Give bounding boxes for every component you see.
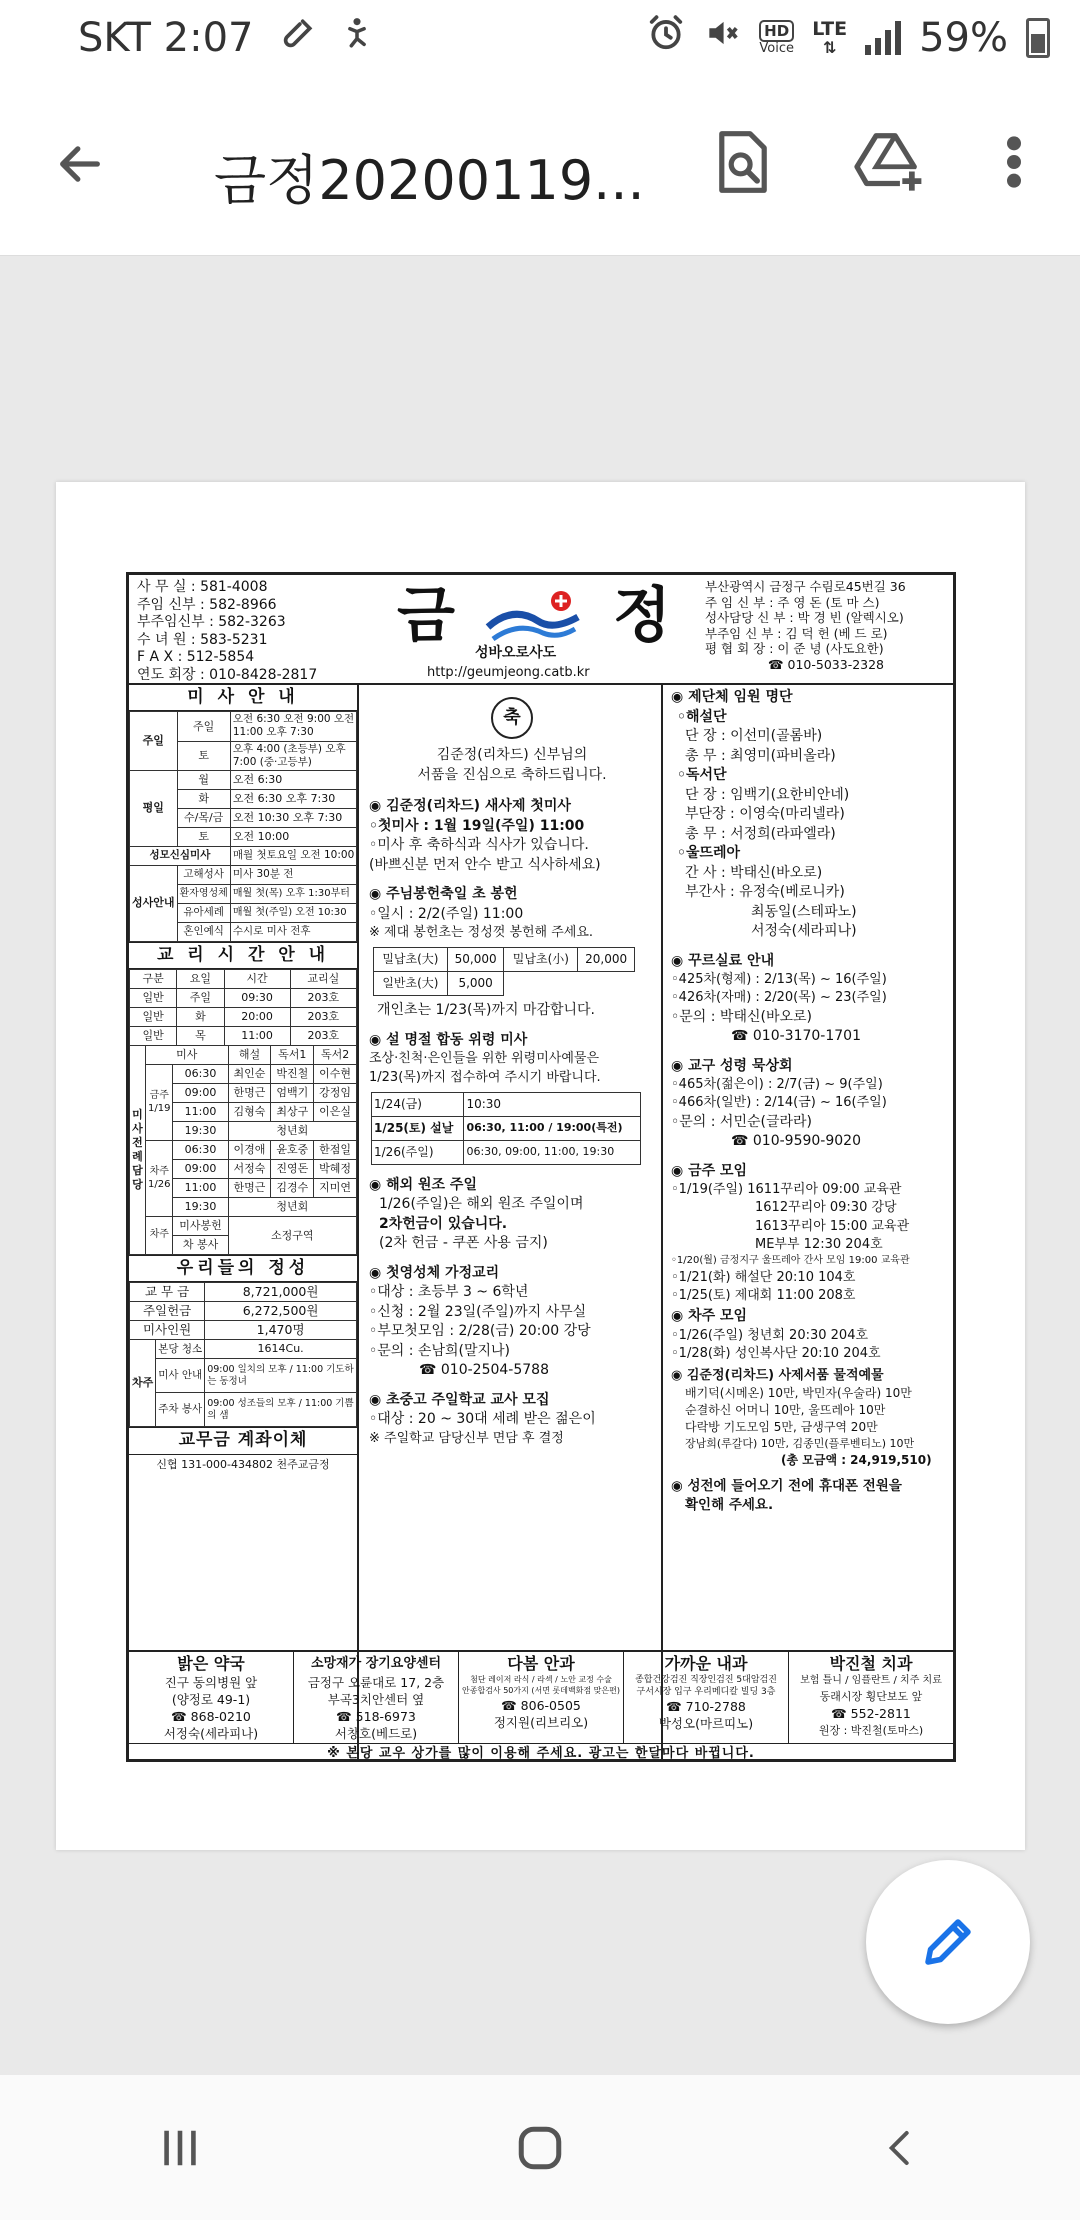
ad-eye-clinic: 다봄 안과 첨단 레이저 라식 / 라섹 / 노안 교정 수술 안종합검사 50가지 (서면 롯데백화점 맞은편) ☎ 806-0505 정지원(리브리오) — [459, 1652, 624, 1743]
recent-apps-icon[interactable] — [120, 2098, 240, 2198]
bulletin-header — [129, 575, 953, 685]
mass-schedule-table: 주일 주일 오전 6:30 오전 9:00 오전 11:00 오후 7:30 토 오후 4:00 (초등부) 오후 7:00 (중·고등부) 평일 월 오전 6:30 화 오전 6:30 오후 7:30 수/목/금 오전 10:30 오후 7:30 토 오전 10:00 성모신심미사 매월 첫토요일 오전 10:00 성사안내 고해성사 미사 30분 전 환자영성체 매월 첫(목) 오후 1:30부터 유아세례 매월 첫(주일) 오전 10:30 혼인예식 수시로 미사 전후 — [129, 711, 357, 942]
mass-section-title: 미 사 안 내 — [129, 685, 357, 711]
catechism-section-title: 교 리 시 간 안 내 — [129, 942, 357, 969]
congrats-badge: 축 — [369, 697, 655, 739]
parish-bulletin — [126, 572, 956, 1762]
signal-icon — [865, 21, 901, 55]
parish-info: 부산광역시 금정구 수림로45번길 36 주 임 신 부 : 주 영 돈 (토 마 스) 성사담당 신 부 : 박 경 빈 (알렉시오) 부주임 신 부 : 김 덕 헌 (베 드 로) 평 협 회 장 : 이 준 녕 (사도요한) ☎ 010-5033-2328 — [705, 579, 906, 672]
find-in-page-icon[interactable] — [703, 122, 783, 202]
account-info: 신협 131-000-434802 천주교금정 — [156, 1457, 330, 1471]
ad-internal-medicine: 가까운 내과 종합건강검진 직장인검진 5대암검진 구서시장 입구 우리메디칼 빌딩 3층 ☎ 710-2788 박성오(마르띠노) — [624, 1652, 789, 1743]
add-to-drive-icon[interactable] — [848, 122, 928, 202]
clip-icon — [280, 15, 314, 61]
carrier-time: SKT 2:07 — [78, 15, 254, 61]
edit-fab-button[interactable] — [866, 1860, 1030, 2024]
status-bar — [0, 0, 1080, 76]
back-nav-icon[interactable] — [840, 2098, 960, 2198]
ad-care-center: 소망재가 장기요양센터 금정구 오륜대로 17, 2층 부곡3치안센터 옆 ☎ 518-6973 서창호(베드로) — [294, 1652, 459, 1743]
pdf-page[interactable] — [56, 482, 1025, 1850]
hd-voice-indicator: HD Voice — [759, 22, 794, 56]
alarm-icon — [647, 14, 685, 62]
ad-dental-clinic: 박진철 치과 보험 틀니 / 임플란트 / 치주 치료 동래시장 횡단보도 앞 ☎ 552-2811 원장 : 박진철(토마스) — [800, 1654, 942, 1737]
contact-list: 사 무 실 : 581-4008 주임 신부 : 582-8966 부주임신부 : 582-3263 수 녀 원 : 583-5231 F A X : 512-5854 연도 회장 : 010-8428-2817 — [137, 579, 318, 683]
parish-logo-icon — [483, 587, 583, 649]
mute-icon — [703, 14, 741, 62]
account-section-title: 교무금 계좌이체 — [129, 1427, 357, 1454]
footer-note: ※ 본당 교우 상가를 많이 이용해 주세요. 광고는 한달마다 바뀝니다. — [327, 1746, 755, 1761]
more-vert-icon[interactable] — [974, 122, 1054, 202]
battery-icon — [1026, 18, 1050, 58]
offering-table: 교 무 금 8,721,000원 주일헌금 6,272,500원 미사인원 1,470명 차주 본당 청소 1614Cu. 미사 안내 09:00 일치의 모후 / 11:00 기도하는 동정녀 주차 봉사 09:00 성조들의 모후 / 11:00 기쁨의 샘 — [129, 1282, 357, 1427]
left-column — [129, 685, 359, 1762]
home-icon[interactable] — [480, 2098, 600, 2198]
candle-price-table: 밀납초(大) 50,000 밀납초(小) 20,000 일반초(大) 5,000 — [373, 947, 635, 996]
system-nav-bar — [0, 2075, 1080, 2220]
accessibility-icon — [340, 15, 374, 61]
lte-indicator: LTE ⇅ — [812, 17, 848, 57]
masthead: 금 성바오로사도 정 http://geumjeong.catb.kr — [397, 581, 671, 680]
back-arrow-icon[interactable] — [50, 134, 110, 194]
app-bar — [0, 76, 1080, 256]
right-column: ◉ 제단체 임원 명단 ◦해설단 단 장 : 이선미(골롬바) 총 무 : 최영미(파비올라) ◦독서단 단 장 : 임백기(요한비안네) 부단장 : 이영숙(마리넬라) 총 무 : 서정희(라파엘라) ◦울뜨레아 간 사 : 박태신(바오로) 부간사 : 유정숙(베로니카) 최동일(스테파노) 서정숙(세라피나) ◉ 꾸르실료 안내 ◦425차(형제) : 2/13(목) ~ 16(주일) ◦426차(자매) : 2/20(목) ~ 23(주일) ◦문의 : 박태신(바오로) ☎ 010-3170-1701 ◉ 교구 성령 묵상회 ◦465차(젊은이) : 2/7(금) ~ 9(주일) ◦466차(일반) : 2/14(금) ~ 16(주일) ◦문의 : 서민순(글라라) ☎ 010-9590-9020 ◉ 금주 모임 ◦1/19(주일) 1611꾸리아 09:00 교육관 1612꾸리아 09:30 강당 1613꾸리아 15:00 교육관 ME부부 12:30 204호 ◦1/20(월) 금정지구 울뜨레아 간사 모임 19:00 교육관 ◦1/21(화) 해설단 20:10 104호 ◦1/25(토) 제대회 11:00 208호 ◉ 차주 모임 ◦1/26(주일) 청년회 20:30 204호 ◦1/28(화) 성인복사단 20:10 204호 ◉ 김준정(리차드) 사제서품 물적예물 배기덕(시메온) 10만, 박민자(우술라) 10만 순결하신 어머니 10만, 울뜨레아 10만 다락방 기도모임 5만, 금생구역 20만 장남희(루갈다) 10만, 김종민(플루벤티노) 10만 (총 모금액 : 24,919,510) ◉ 성전에 들어오기 전에 휴대폰 전원을 확인해 주세요. — [671, 689, 932, 1513]
ads-footer — [129, 1650, 953, 1762]
catechism-table: 구분 요일 시간 교리실 일반 주일 09:30 203호 일반 화 20:00 203호 일반 목 11:00 203호 — [129, 969, 357, 1046]
battery-percent: 59% — [919, 15, 1008, 61]
document-title: 금정20200119... — [214, 149, 645, 212]
liturgy-duty-table: 미사전례담당 미사 해설 독서1 독서2 금주 1/19 06:30 최인순 박진철 이수현 09:00 한명근 엄백기 강정임 11:00 김형숙 최상구 이은실 19:30 청년회 차주 1/26 06:30 이경애 윤호중 한점일 09:00 서정숙 진영돈 박혜정 11:00 한명근 김경수 지미연 19:30 청년회 차주 미사봉헌 소정구역 차 봉사 — [129, 1045, 357, 1255]
pencil-icon — [918, 1912, 978, 1972]
middle-column: 축 김준정(리차드) 신부님의 서품을 진심으로 축하드립니다. ◉ 김준정(리차드) 새사제 첫미사 ◦첫미사 : 1월 19일(주일) 11:00 ◦미사 후 축하식과 식사가 있습니다. (바쁘신분 먼저 안수 받고 식사하세요) ◉ 주님봉헌축일 초 봉헌 ◦일시 : 2/2(주일) 11:00 ※ 제대 봉헌초는 정성껏 봉헌해 주세요. 밀납초(大) 50,000 밀납초(小) 20,000 일반초(大) 5,000 개인초는 1/23(목)까지 마감합니다. ◉ 설 명절 합동 위령 미사 조상·친척·은인들을 위한 위령미사예물은 1/23(목)까지 접수하여 주시기 바랍니다. 1/24(금) 10:30 1/25(토) 설날 06:30, 11:00 / 19:00(특전) 1/26(주일) 06:30, 09:00, 11:00, 19:30 ◉ 해외 원조 주일 1/26(주일)은 해외 원조 주일이며 2차헌금이 있습니다. (2차 헌금 - 쿠폰 사용 금지) ◉ 첫영성체 가정교리 ◦대상 : 초등부 3 ~ 6학년 ◦신청 : 2월 23일(주일)까지 사무실 ◦부모첫모임 : 2/28(금) 20:00 강당 ◦문의 : 손남희(말지나) ☎ 010-2504-5788 ◉ 초중고 주일학교 교사 모집 ◦대상 : 20 ~ 30대 세례 받은 젊은이 ※ 주일학교 담당신부 면담 후 결정 — [361, 685, 663, 1762]
ad-pharmacy: 밝은 약국 진구 동의병원 앞 (양정로 49-1) ☎ 868-0210 서정숙(세라피나) — [129, 1652, 294, 1743]
memorial-mass-table: 1/24(금) 10:30 1/25(토) 설날 06:30, 11:00 / 19:00(특전) 1/26(주일) 06:30, 09:00, 11:00, 19:30 — [371, 1092, 641, 1165]
offering-section-title: 우리들의 정성 — [129, 1255, 357, 1282]
